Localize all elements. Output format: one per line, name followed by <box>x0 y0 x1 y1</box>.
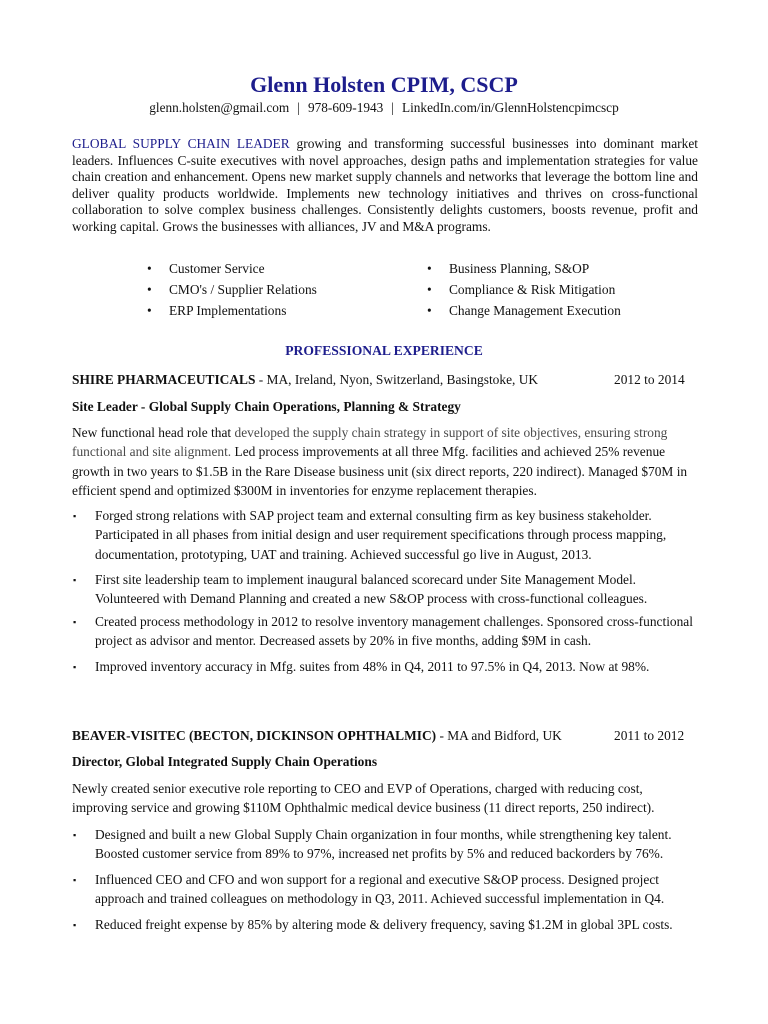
job-bullet: Created process methodology in 2012 to resolve inventory management challenges. Sponsored cross-functional project as advisor and mentor. Decreased assets by 20% in five months, adding $9M in cash. <box>95 614 693 649</box>
job-bullet: Forged strong relations with SAP project team and external consulting firm as key business stakeholder. Participated in all phases from initial design and user requirement specifications through process mapping, documentation, prototyping, UAT and training. Achieved successful go live in August, 2013. <box>95 508 667 562</box>
job-company: SHIRE PHARMACEUTICALS <box>72 372 256 387</box>
job-company-line <box>72 728 562 744</box>
job-bullet: First site leadership team to implement inaugural balanced scorecard under Site Management Model. Volunteered with Demand Planning and created a new S&OP process with cross-functional colleagues. <box>95 572 648 607</box>
bullet-marker: ▪ <box>73 575 77 585</box>
contact-separator: | <box>391 100 394 115</box>
competency-item: • ERP Implementations <box>147 300 317 321</box>
bullet-marker: ▪ <box>73 511 77 521</box>
job-intro <box>72 423 698 500</box>
bullet-marker: ▪ <box>73 920 77 930</box>
linkedin-link[interactable]: LinkedIn.com/in/GlennHolstencpimcscp <box>401 100 619 115</box>
summary-text: growing and transforming successful businesses into dominant market leaders. Influences C-suite executives with novel approaches, design paths and implementation strategies for value chain creation and enhancement. Opens new market supply channels and networks that leverage the bottom line and deliver quality products worldwide. Implements new technology initiatives and thrives on cross-functional collaboration to solve complex business challenges. Consistently delights customers, boosts revenue, profit and working capital. Grows the businesses with alliances, JV and M&A programs. <box>72 136 698 234</box>
bullet-marker: ▪ <box>73 875 77 885</box>
job-intro-a: New functional head role that <box>72 425 235 440</box>
competencies-right <box>427 258 621 321</box>
job-bullet: Improved inventory accuracy in Mfg. suites from 48% in Q4, 2011 to 97.5% in Q4, 2013. Now at 98%. <box>95 659 650 674</box>
bullet-marker: ▪ <box>73 617 77 627</box>
candidate-name: Glenn Holsten CPIM, CSCP <box>250 72 518 97</box>
job-role: Site Leader - Global Supply Chain Operations, Planning & Strategy <box>72 399 461 414</box>
summary-lead: GLOBAL SUPPLY CHAIN LEADER <box>72 136 290 151</box>
job-dates: 2012 to 2014 <box>614 372 685 387</box>
competency-item: • Customer Service <box>147 258 317 279</box>
job-bullet: Designed and built a new Global Supply Chain organization in four months, while strengthening key talent. Boosted customer service from 89% to 97%, increased net profits by 5% and reduced backorders by 76%. <box>95 827 672 862</box>
job-location: - MA and Bidford, UK <box>436 728 562 743</box>
job-company: BEAVER-VISITEC (BECTON, DICKINSON OPHTHALMIC) <box>72 728 437 743</box>
competency-item: • Business Planning, S&OP <box>427 258 621 279</box>
section-title: PROFESSIONAL EXPERIENCE <box>285 343 483 358</box>
job-intro-highlight: developed the supply chain strategy in support of site objectives, ensuring strong functional and site alignment. <box>72 425 668 460</box>
bullet-marker: ▪ <box>73 830 77 840</box>
job-location: - MA, Ireland, Nyon, Switzerland, Basingstoke, UK <box>255 372 539 387</box>
job-bullet: Reduced freight expense by 85% by altering mode & delivery frequency, saving $1.2M in global 3PL costs. <box>95 917 673 932</box>
job-dates: 2011 to 2012 <box>614 728 685 743</box>
competency-item: • CMO's / Supplier Relations <box>147 279 317 300</box>
summary-paragraph <box>72 136 698 236</box>
competencies-left <box>147 258 317 321</box>
job-intro: Newly created senior executive role reporting to CEO and EVP of Operations, charged with reducing cost, improving service and growing $110M Ophthalmic medical device business (11 direct reports, 250 indirect). <box>72 781 655 816</box>
competency-item: • Compliance & Risk Mitigation <box>427 279 621 300</box>
contact-separator: | <box>297 100 300 115</box>
phone-number: 978-609-1943 <box>307 100 384 115</box>
job-role: Director, Global Integrated Supply Chain Operations <box>72 754 378 769</box>
job-intro-b: Led process improvements at all three Mfg. facilities and achieved 25% revenue growth in two years to $1.5B in the Rare Disease business unit (six direct reports, 220 indirect). Managed $70M in efficient spend and optimized $300M in inventories for enzyme replacement therapies. <box>72 444 688 498</box>
bullet-marker: ▪ <box>73 662 77 672</box>
job-company-line <box>72 372 538 388</box>
contact-line <box>0 100 768 116</box>
job-bullet: Influenced CEO and CFO and won support for a regional and executive S&OP process. Designed project approach and trained colleagues on methodology in Q3, 2011. Achieved successful implementation in Q4. <box>95 872 665 907</box>
email-link[interactable]: glenn.holsten@gmail.com <box>149 100 290 115</box>
competency-item: • Change Management Execution <box>427 300 621 321</box>
